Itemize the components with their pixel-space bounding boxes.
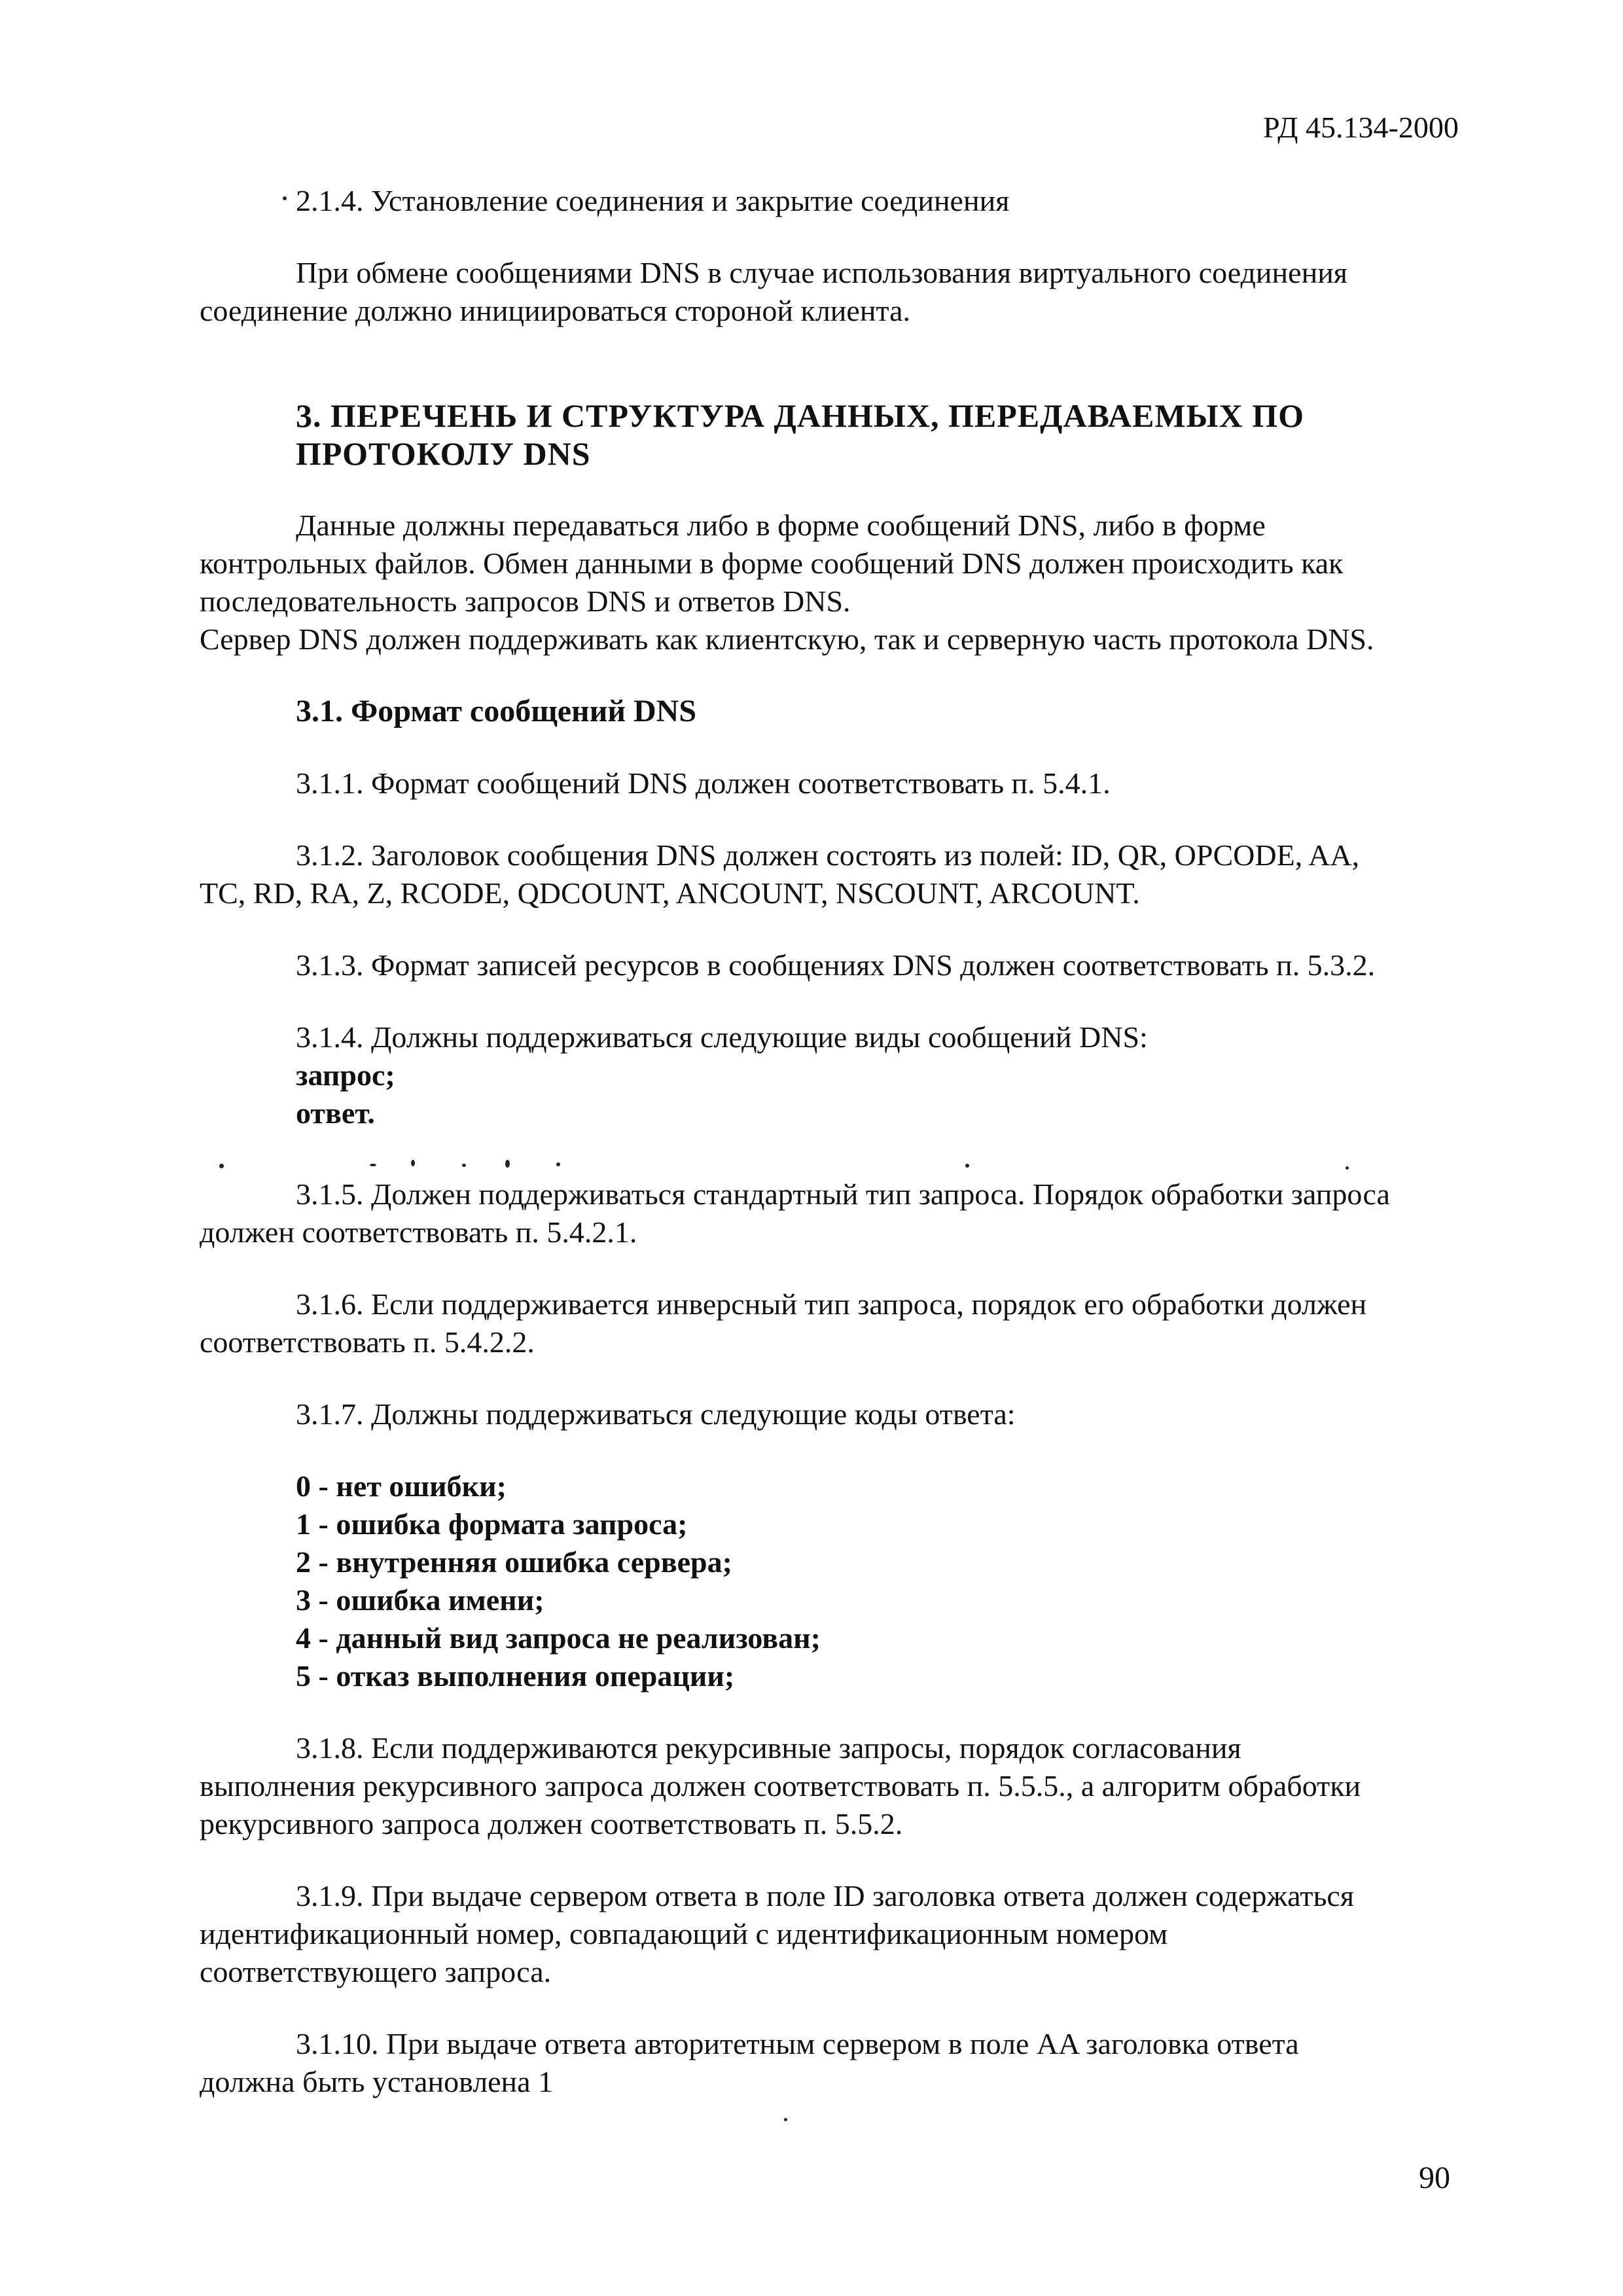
paragraph-3-1-2: 3.1.2. Заголовок сообщения DNS должен состоять из полей: ID, QR, OPCODE, AA, (296, 838, 1360, 872)
scan-speck (784, 2118, 787, 2121)
scan-speck (1346, 1166, 1349, 1170)
paragraph-3-1-8: 3.1.8. Если поддерживаются рекурсивные запросы, порядок согласования (296, 1731, 1241, 1765)
paragraph-3-1-7: 3.1.7. Должны поддерживаться следующие коды ответа: (296, 1397, 1016, 1431)
paragraph-3-1-9: 3.1.9. При выдаче сервером ответа в поле ID заголовка ответа должен содержаться (296, 1879, 1355, 1912)
paragraph-3-1-6: 3.1.6. Если поддерживается инверсный тип запроса, порядок его обработки должен (296, 1287, 1367, 1321)
paragraph-3-1-9: соответствующего запроса. (200, 1955, 552, 1988)
response-code-item: 4 - данный вид запроса не реализован; (296, 1621, 821, 1655)
paragraph-3-1-3: 3.1.3. Формат записей ресурсов в сообщениях DNS должен соответствовать п. 5.3.2. (296, 948, 1376, 982)
paragraph-3-1-2: TC, RD, RA, Z, RCODE, QDCOUNT, ANCOUNT, NSCOUNT, ARCOUNT. (200, 876, 1140, 910)
paragraph-3-1-4: 3.1.4. Должны поддерживаться следующие виды сообщений DNS: (296, 1020, 1148, 1054)
paragraph-3-1-10: должна быть установлена 1 (200, 2065, 554, 2098)
message-kind-request: запрос; (296, 1058, 395, 1092)
document-code: РД 45.134-2000 (1263, 111, 1459, 144)
message-kind-response: ответ. (296, 1096, 375, 1130)
response-code-item: 2 - внутренняя ошибка сервера; (296, 1545, 732, 1579)
response-code-item: 1 - ошибка формата запроса; (296, 1507, 688, 1541)
paragraph-3-1-5: должен соответствовать п. 5.4.2.1. (200, 1215, 637, 1249)
section-heading-3-line-1: 3. ПЕРЕЧЕНЬ И СТРУКТУРА ДАННЫХ, ПЕРЕДАВАЕМЫХ ПО (296, 397, 1304, 434)
paragraph-3-1-5: 3.1.5. Должен поддерживаться стандартный тип запроса. Порядок обработки запроса (296, 1177, 1390, 1211)
scan-speck (411, 1160, 415, 1166)
scan-speck (219, 1164, 224, 1168)
paragraph-line: контрольных файлов. Обмен данными в форме сообщений DNS должен происходить как (200, 547, 1344, 580)
paragraph-line: соединение должно инициироваться стороной клиента. (200, 294, 911, 327)
page-number: 90 (1419, 2161, 1450, 2195)
paragraph-line: Сервер DNS должен поддерживать как клиентскую, так и серверную часть протокола DNS. (200, 622, 1374, 656)
paragraph-3-1-9: идентификационный номер, совпадающий с идентификационным номером (200, 1917, 1168, 1950)
paragraph-3-1-10: 3.1.10. При выдаче ответа авторитетным сервером в поле AA заголовка ответа (296, 2027, 1299, 2060)
scan-speck (283, 196, 287, 200)
paragraph-3-1-8: выполнения рекурсивного запроса должен соответствовать п. 5.5.5., а алгоритм обработки (200, 1769, 1361, 1803)
response-code-item: 5 - отказ выполнения операции; (296, 1659, 735, 1693)
section-heading-3-line-2: ПРОТОКОЛУ DNS (296, 435, 591, 472)
scan-speck (556, 1162, 560, 1166)
subsection-heading-3-1: 3.1. Формат сообщений DNS (296, 694, 697, 728)
response-code-item: 3 - ошибка имени; (296, 1583, 544, 1617)
response-code-item: 0 - нет ошибки; (296, 1469, 507, 1503)
paragraph-line: Данные должны передаваться либо в форме сообщений DNS, либо в форме (296, 509, 1266, 542)
paragraph-3-1-6: соответствовать п. 5.4.2.2. (200, 1325, 535, 1359)
scan-speck (505, 1160, 510, 1168)
paragraph-line: При обмене сообщениями DNS в случае использования виртуального соединения (296, 256, 1347, 289)
scan-speck (965, 1164, 969, 1168)
subsection-heading-2-1-4: 2.1.4. Установление соединения и закрытие соединения (296, 184, 1010, 217)
paragraph-3-1-1: 3.1.1. Формат сообщений DNS должен соответствовать п. 5.4.1. (296, 766, 1111, 800)
scan-speck (462, 1164, 466, 1167)
scan-speck (370, 1164, 376, 1166)
paragraph-line: последовательность запросов DNS и ответов DNS. (200, 584, 851, 618)
paragraph-3-1-8: рекурсивного запроса должен соответствовать п. 5.5.2. (200, 1807, 903, 1840)
